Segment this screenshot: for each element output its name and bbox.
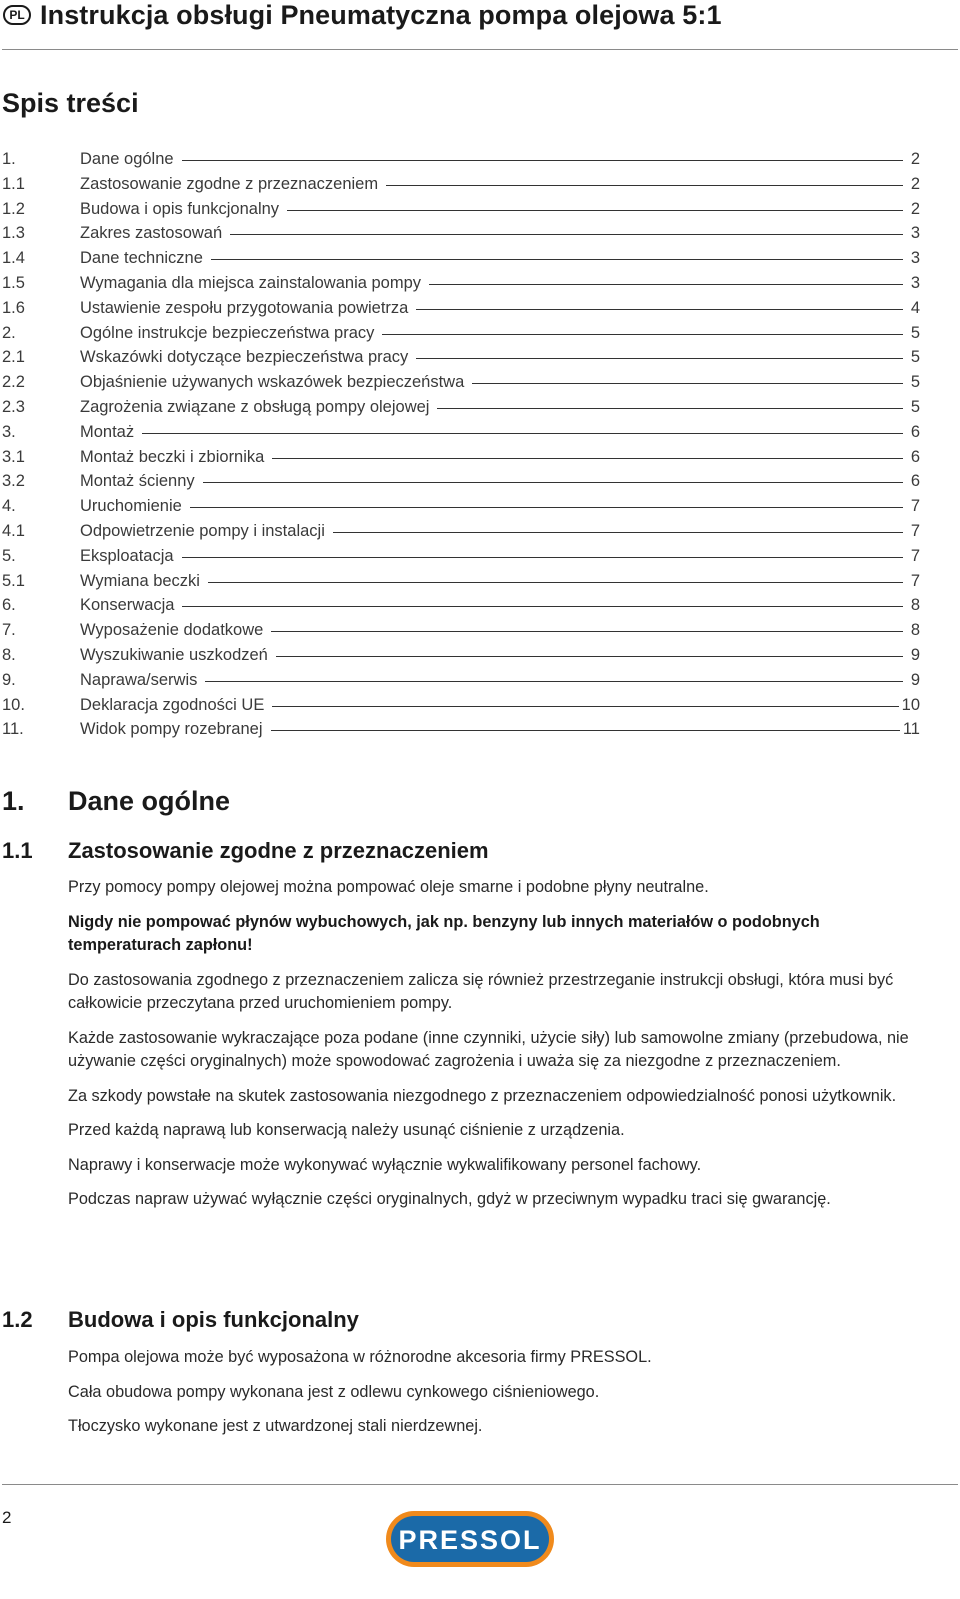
toc-leader-line: [382, 334, 903, 335]
toc-item[interactable]: [2, 299, 920, 324]
toc-item-label: Montaż: [80, 422, 135, 441]
toc-leader-line: [333, 532, 903, 533]
toc-leader-line: [416, 309, 903, 310]
toc-item-page: 5: [910, 373, 920, 392]
toc-leader-line: [429, 284, 903, 285]
toc-leader-line: [386, 185, 903, 186]
toc-leader-line: [230, 234, 903, 235]
toc-item-number: 2.1: [2, 348, 25, 367]
section-1-2-heading: [2, 1306, 359, 1334]
toc-item-number: 1.2: [2, 199, 25, 218]
toc-item-page: 11: [902, 720, 920, 739]
toc-item-label: Dane techniczne: [80, 249, 203, 268]
toc-item-number: 11.: [2, 720, 24, 739]
toc-item-number: 8.: [2, 645, 16, 664]
toc-item[interactable]: [2, 249, 920, 274]
paragraph: Tłoczysko wykonane jest z utwardzonej stali nierdzewnej.: [68, 1417, 483, 1435]
toc-item-page: 7: [910, 521, 920, 540]
toc-leader-line: [276, 656, 903, 657]
toc-item-page: 8: [910, 596, 920, 615]
toc-item-number: 7.: [2, 621, 16, 640]
toc-leader-line: [272, 706, 898, 707]
pressol-logo: [385, 1510, 555, 1568]
toc-item-page: 2: [910, 150, 920, 168]
toc-leader-line: [272, 458, 903, 459]
toc-item-number: 5.1: [2, 571, 25, 590]
toc-item[interactable]: [2, 150, 920, 175]
section-1-1-heading: [2, 837, 489, 865]
section-title: Dane ogólne: [68, 786, 231, 816]
document-header: [2, 0, 958, 50]
toc-item-page: 6: [910, 422, 920, 441]
section-title: Budowa i opis funkcjonalny: [68, 1307, 359, 1332]
toc-leader-line: [203, 482, 903, 483]
logo-text: PRESSOL: [398, 1525, 542, 1555]
toc-item[interactable]: [2, 423, 920, 448]
paragraph: Przed każdą naprawą lub konserwacją należy usunąć ciśnienie z urządzenia.: [68, 1121, 625, 1139]
toc-item-number: 4.1: [2, 521, 25, 540]
toc-item-page: 7: [910, 546, 920, 565]
toc-item-page: 6: [910, 472, 920, 491]
toc-item[interactable]: [2, 572, 920, 597]
toc-item-number: 1.4: [2, 249, 25, 268]
toc-item-label: Konserwacja: [80, 596, 175, 615]
toc-item-page: 5: [910, 397, 920, 416]
toc-item-number: 9.: [2, 670, 16, 689]
toc-item[interactable]: [2, 720, 920, 745]
toc-item-label: Zastosowanie zgodne z przeznaczeniem: [80, 174, 379, 193]
toc-item-label: Wyposażenie dodatkowe: [80, 621, 264, 640]
toc-item-label: Eksploatacja: [80, 546, 174, 565]
toc-item-page: 2: [910, 174, 920, 193]
section-number: 1.: [2, 786, 25, 816]
toc-item-label: Uruchomienie: [80, 497, 182, 516]
toc-item-number: 1.3: [2, 224, 25, 243]
toc-item-page: 3: [910, 273, 920, 292]
paragraph: Podczas napraw używać wyłącznie części oryginalnych, gdyż w przeciwnym wypadku traci się gwarancję.: [68, 1190, 831, 1208]
toc-leader-line: [142, 433, 903, 434]
toc-leader-line: [472, 383, 903, 384]
toc-leader-line: [182, 557, 903, 558]
toc-item-label: Naprawa/serwis: [80, 670, 198, 689]
toc-item-page: 6: [910, 447, 920, 466]
toc-item-label: Wymagania dla miejsca zainstalowania pompy: [80, 273, 422, 292]
document-title: Instrukcja obsługi Pneumatyczna pompa olejowa 5:1: [40, 0, 722, 30]
toc-item[interactable]: [2, 224, 920, 249]
toc-item-page: 8: [910, 621, 920, 640]
toc-leader-line: [182, 160, 903, 161]
page-number: 2: [2, 1508, 12, 1527]
toc-item-number: 2.2: [2, 373, 25, 392]
paragraph: Przy pomocy pompy olejowej można pompować oleje smarne i podobne płyny neutralne.: [68, 878, 709, 896]
toc-item[interactable]: [2, 671, 920, 696]
toc-item-page: 5: [910, 323, 920, 342]
toc-item-number: 5.: [2, 546, 16, 565]
section-number: 1.1: [2, 838, 33, 863]
table-of-contents: [2, 150, 920, 745]
toc-item-label: Widok pompy rozebranej: [80, 720, 263, 739]
toc-item-page: 4: [910, 298, 920, 317]
toc-title: Spis treści: [2, 88, 139, 118]
toc-item-number: 2.: [2, 323, 16, 342]
toc-item[interactable]: [2, 522, 920, 547]
toc-item-page: 3: [910, 224, 920, 243]
paragraph: Za szkody powstałe na skutek zastosowania niezgodnego z przeznaczeniem odpowiedzialność ponosi użytkownik.: [68, 1086, 897, 1105]
toc-leader-line: [205, 681, 903, 682]
toc-item[interactable]: [2, 596, 920, 621]
toc-item[interactable]: [2, 497, 920, 522]
toc-leader-line: [208, 582, 903, 583]
section-1-2-body: [68, 1346, 928, 1450]
toc-item-label: Deklaracja zgodności UE: [80, 695, 265, 714]
toc-item[interactable]: [2, 200, 920, 225]
section-1-heading: [2, 784, 230, 818]
section-1-1-body: [68, 876, 928, 1223]
toc-item-number: 1.: [2, 150, 16, 168]
toc-item-label: Montaż ścienny: [80, 472, 195, 491]
toc-item[interactable]: [2, 373, 920, 398]
warning-paragraph: Nigdy nie pompować płynów wybuchowych, jak np. benzyny lub innych materiałów o podobnych temperaturach zapłonu!: [68, 912, 820, 954]
footer-divider: [2, 1484, 958, 1485]
toc-item-label: Budowa i opis funkcjonalny: [80, 199, 280, 218]
toc-item-number: 6.: [2, 596, 16, 615]
toc-item-label: Ustawienie zespołu przygotowania powietrza: [80, 298, 409, 317]
toc-leader-line: [287, 210, 903, 211]
toc-item-page: 9: [910, 670, 920, 689]
toc-item-number: 1.6: [2, 298, 25, 317]
toc-item-page: 10: [901, 695, 920, 714]
toc-item[interactable]: [2, 621, 920, 646]
toc-item-number: 1.1: [2, 174, 25, 193]
header-divider: [2, 49, 958, 50]
toc-item-number: 3.2: [2, 472, 25, 491]
toc-item[interactable]: [2, 324, 920, 349]
toc-leader-line: [211, 259, 903, 260]
toc-item-label: Wyszukiwanie uszkodzeń: [80, 645, 268, 664]
toc-item-label: Wskazówki dotyczące bezpieczeństwa pracy: [80, 348, 409, 367]
toc-leader-line: [271, 631, 903, 632]
section-number: 1.2: [2, 1307, 33, 1332]
paragraph: Do zastosowania zgodnego z przeznaczeniem zalicza się również przestrzeganie instrukcji obsługi, która musi być całkowicie przeczytana przed uruchomieniem pompy.: [68, 970, 894, 1012]
toc-item-label: Montaż beczki i zbiornika: [80, 447, 265, 466]
toc-item-number: 4.: [2, 497, 16, 516]
toc-item-page: 3: [910, 249, 920, 268]
toc-leader-line: [437, 408, 903, 409]
paragraph: Pompa olejowa może być wyposażona w różnorodne akcesoria firmy PRESSOL.: [68, 1348, 652, 1366]
toc-item-label: Wymiana beczki: [80, 571, 200, 590]
toc-item[interactable]: [2, 274, 920, 299]
toc-item[interactable]: [2, 175, 920, 200]
toc-item-page: 5: [910, 348, 920, 367]
toc-item-page: 7: [910, 497, 920, 516]
toc-item-label: Odpowietrzenie pompy i instalacji: [80, 521, 325, 540]
toc-item-page: 9: [910, 645, 920, 664]
toc-item[interactable]: [2, 547, 920, 572]
toc-item-number: 3.: [2, 422, 16, 441]
toc-item-label: Objaśnienie używanych wskazówek bezpieczeństwa: [80, 373, 465, 392]
toc-item[interactable]: [2, 398, 920, 423]
toc-item[interactable]: [2, 472, 920, 497]
toc-leader-line: [190, 507, 903, 508]
section-title: Zastosowanie zgodne z przeznaczeniem: [68, 838, 489, 863]
language-badge: PL: [3, 5, 31, 25]
toc-item-number: 3.1: [2, 447, 25, 466]
toc-item-number: 1.5: [2, 273, 25, 292]
toc-leader-line: [182, 606, 903, 607]
toc-item-label: Zakres zastosowań: [80, 224, 223, 243]
toc-leader-line: [271, 730, 900, 731]
toc-item[interactable]: [2, 696, 920, 721]
toc-item[interactable]: [2, 646, 920, 671]
paragraph: Cała obudowa pompy wykonana jest z odlewu cynkowego ciśnieniowego.: [68, 1382, 600, 1401]
toc-item-page: 2: [910, 199, 920, 218]
toc-item[interactable]: [2, 448, 920, 473]
toc-item-number: 10.: [2, 695, 25, 714]
toc-item-label: Dane ogólne: [80, 150, 174, 168]
toc-leader-line: [416, 358, 903, 359]
toc-item[interactable]: [2, 348, 920, 373]
paragraph: Każde zastosowanie wykraczające poza podane (inne czynniki, użycie siły) lub samowolne zmiany (przebudowa, nie używanie części oryginalnych) może spowodować zagrożenia i uważa się za niezgodne z przeznaczeniem.: [68, 1028, 909, 1070]
toc-item-page: 7: [910, 571, 920, 590]
toc-item-label: Zagrożenia związane z obsługą pompy olejowej: [80, 397, 430, 416]
toc-item-label: Ogólne instrukcje bezpieczeństwa pracy: [80, 323, 375, 342]
paragraph: Naprawy i konserwacje może wykonywać wyłącznie wykwalifikowany personel fachowy.: [68, 1155, 702, 1174]
toc-item-number: 2.3: [2, 397, 25, 416]
